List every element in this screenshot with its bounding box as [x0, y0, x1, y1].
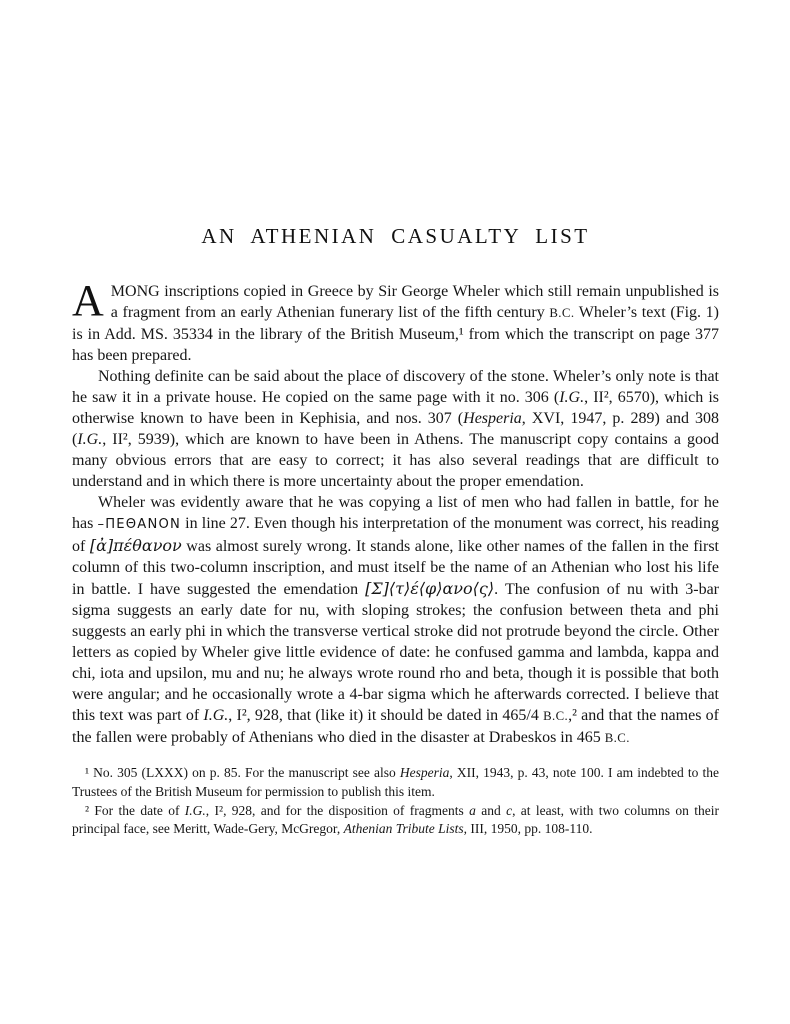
text-segment: I.G. — [77, 431, 103, 448]
text-segment: , II², 5939), which are known to have been in Athens. The manuscript copy contains a good many obvious errors that are easy to correct; it has also several readings that are difficult to understand and in which there is more uncertainty about the proper emendation. — [72, 431, 719, 490]
text-segment: I.G. — [559, 389, 585, 406]
paragraph — [72, 366, 719, 492]
text-segment: B.C. — [543, 709, 569, 723]
text-segment: ² For the date of — [85, 802, 185, 818]
article-body — [72, 276, 720, 749]
text-segment: B.C. — [604, 731, 630, 745]
text-segment: MONG inscriptions copied in Greece by Sir George Wheler which still remain unpublished is a fragment from an early Athenian funerary list of the fifth century — [110, 283, 719, 321]
footnote — [72, 764, 719, 802]
greek-text: [Σ]⟨τ⟩έ⟨φ⟩ανο⟨ς⟩ — [365, 579, 495, 598]
text-segment: , I², 928, that (like it) it should be dated in 465/4 — [228, 707, 544, 724]
text-segment: ,² and that the names of the fallen were probably of Athenians who died in the disaster at Drabeskos in 465 — [72, 707, 719, 746]
text-segment: I.G. — [203, 707, 229, 724]
drop-cap: A — [72, 276, 104, 325]
text-segment: , XVI, 1947, p. 289) and 308 ( — [72, 410, 719, 448]
text-segment: , II², 6570), which is otherwise known to have been in Kephisia, and nos. 307 ( — [72, 389, 720, 427]
paragraph — [72, 276, 720, 366]
text-segment: , I², 928, and for the disposition of fragments — [205, 802, 470, 818]
footnotes — [72, 764, 719, 839]
text-segment: , at least, with two columns on their principal face, see Meritt, Wade-Gery, McGregor, — [72, 802, 719, 837]
text-segment: , III, 1950, pp. 108-110. — [463, 821, 593, 837]
text-segment: ¹ No. 305 (LXXX) on p. 85. For the manuscript see also — [85, 765, 400, 780]
text-segment: Athenian Tribute Lists — [343, 821, 464, 837]
epigraphic-text: –ΠΕΘΑΝΟΝ — [97, 517, 181, 532]
page-title: AN ATHENIAN CASUALTY LIST — [201, 224, 590, 248]
footnote — [72, 802, 719, 840]
greek-text: [ἀ]πέθανον — [89, 536, 182, 555]
text-segment: , XII, 1943, p. 43, note 100. I am indebted to the Trustees of the British Museum for permission to publish this item. — [72, 765, 720, 799]
text-segment: Wheler was evidently aware that he was copying a list of men who had fallen in battle, for he has — [72, 494, 719, 532]
text-segment: a — [469, 802, 476, 818]
text-segment: c — [506, 802, 513, 818]
text-segment: Hesperia — [399, 765, 450, 780]
text-segment: I.G. — [184, 802, 206, 818]
text-segment: . The confusion of nu with 3-bar sigma suggests an early date for nu, with sloping strokes; the confusion between theta and phi suggests an early phi in which the transverse vertical stroke did not protrude beyond the circle. Other letters as copied by Wheler give little evidence of date: he confused gamma and lambda, kappa and chi, iota and upsilon, mu and nu; he always wrote round rho and beta, though it is possible that both were angular; and he occasionally wrote a 4-bar sigma which he afterwards corrected. I believe that this text was part of — [72, 581, 719, 724]
text-segment: and — [475, 802, 507, 818]
text-segment: in line 27. Even though his interpretation of the monument was correct, his reading of — [72, 515, 719, 555]
text-segment: was almost surely wrong. It stands alone, like other names of the fallen in the first column of this two-column inscription, and must itself be the name of an Athenian who lost his life in battle. I have suggested the emendation — [72, 538, 719, 598]
paragraph — [72, 492, 719, 749]
text-segment: B.C. — [549, 306, 575, 320]
text-segment: Wheler’s text (Fig. 1) is in Add. MS. 35334 in the library of the British Museum,¹ from which the transcript on page 377 has been prepared. — [72, 304, 720, 364]
text-segment: Nothing definite can be said about the place of discovery of the stone. Wheler’s only note is that he saw it in a private house. He copied on the same page with it no. 306 ( — [72, 368, 719, 406]
text-segment: Hesperia — [463, 410, 522, 427]
